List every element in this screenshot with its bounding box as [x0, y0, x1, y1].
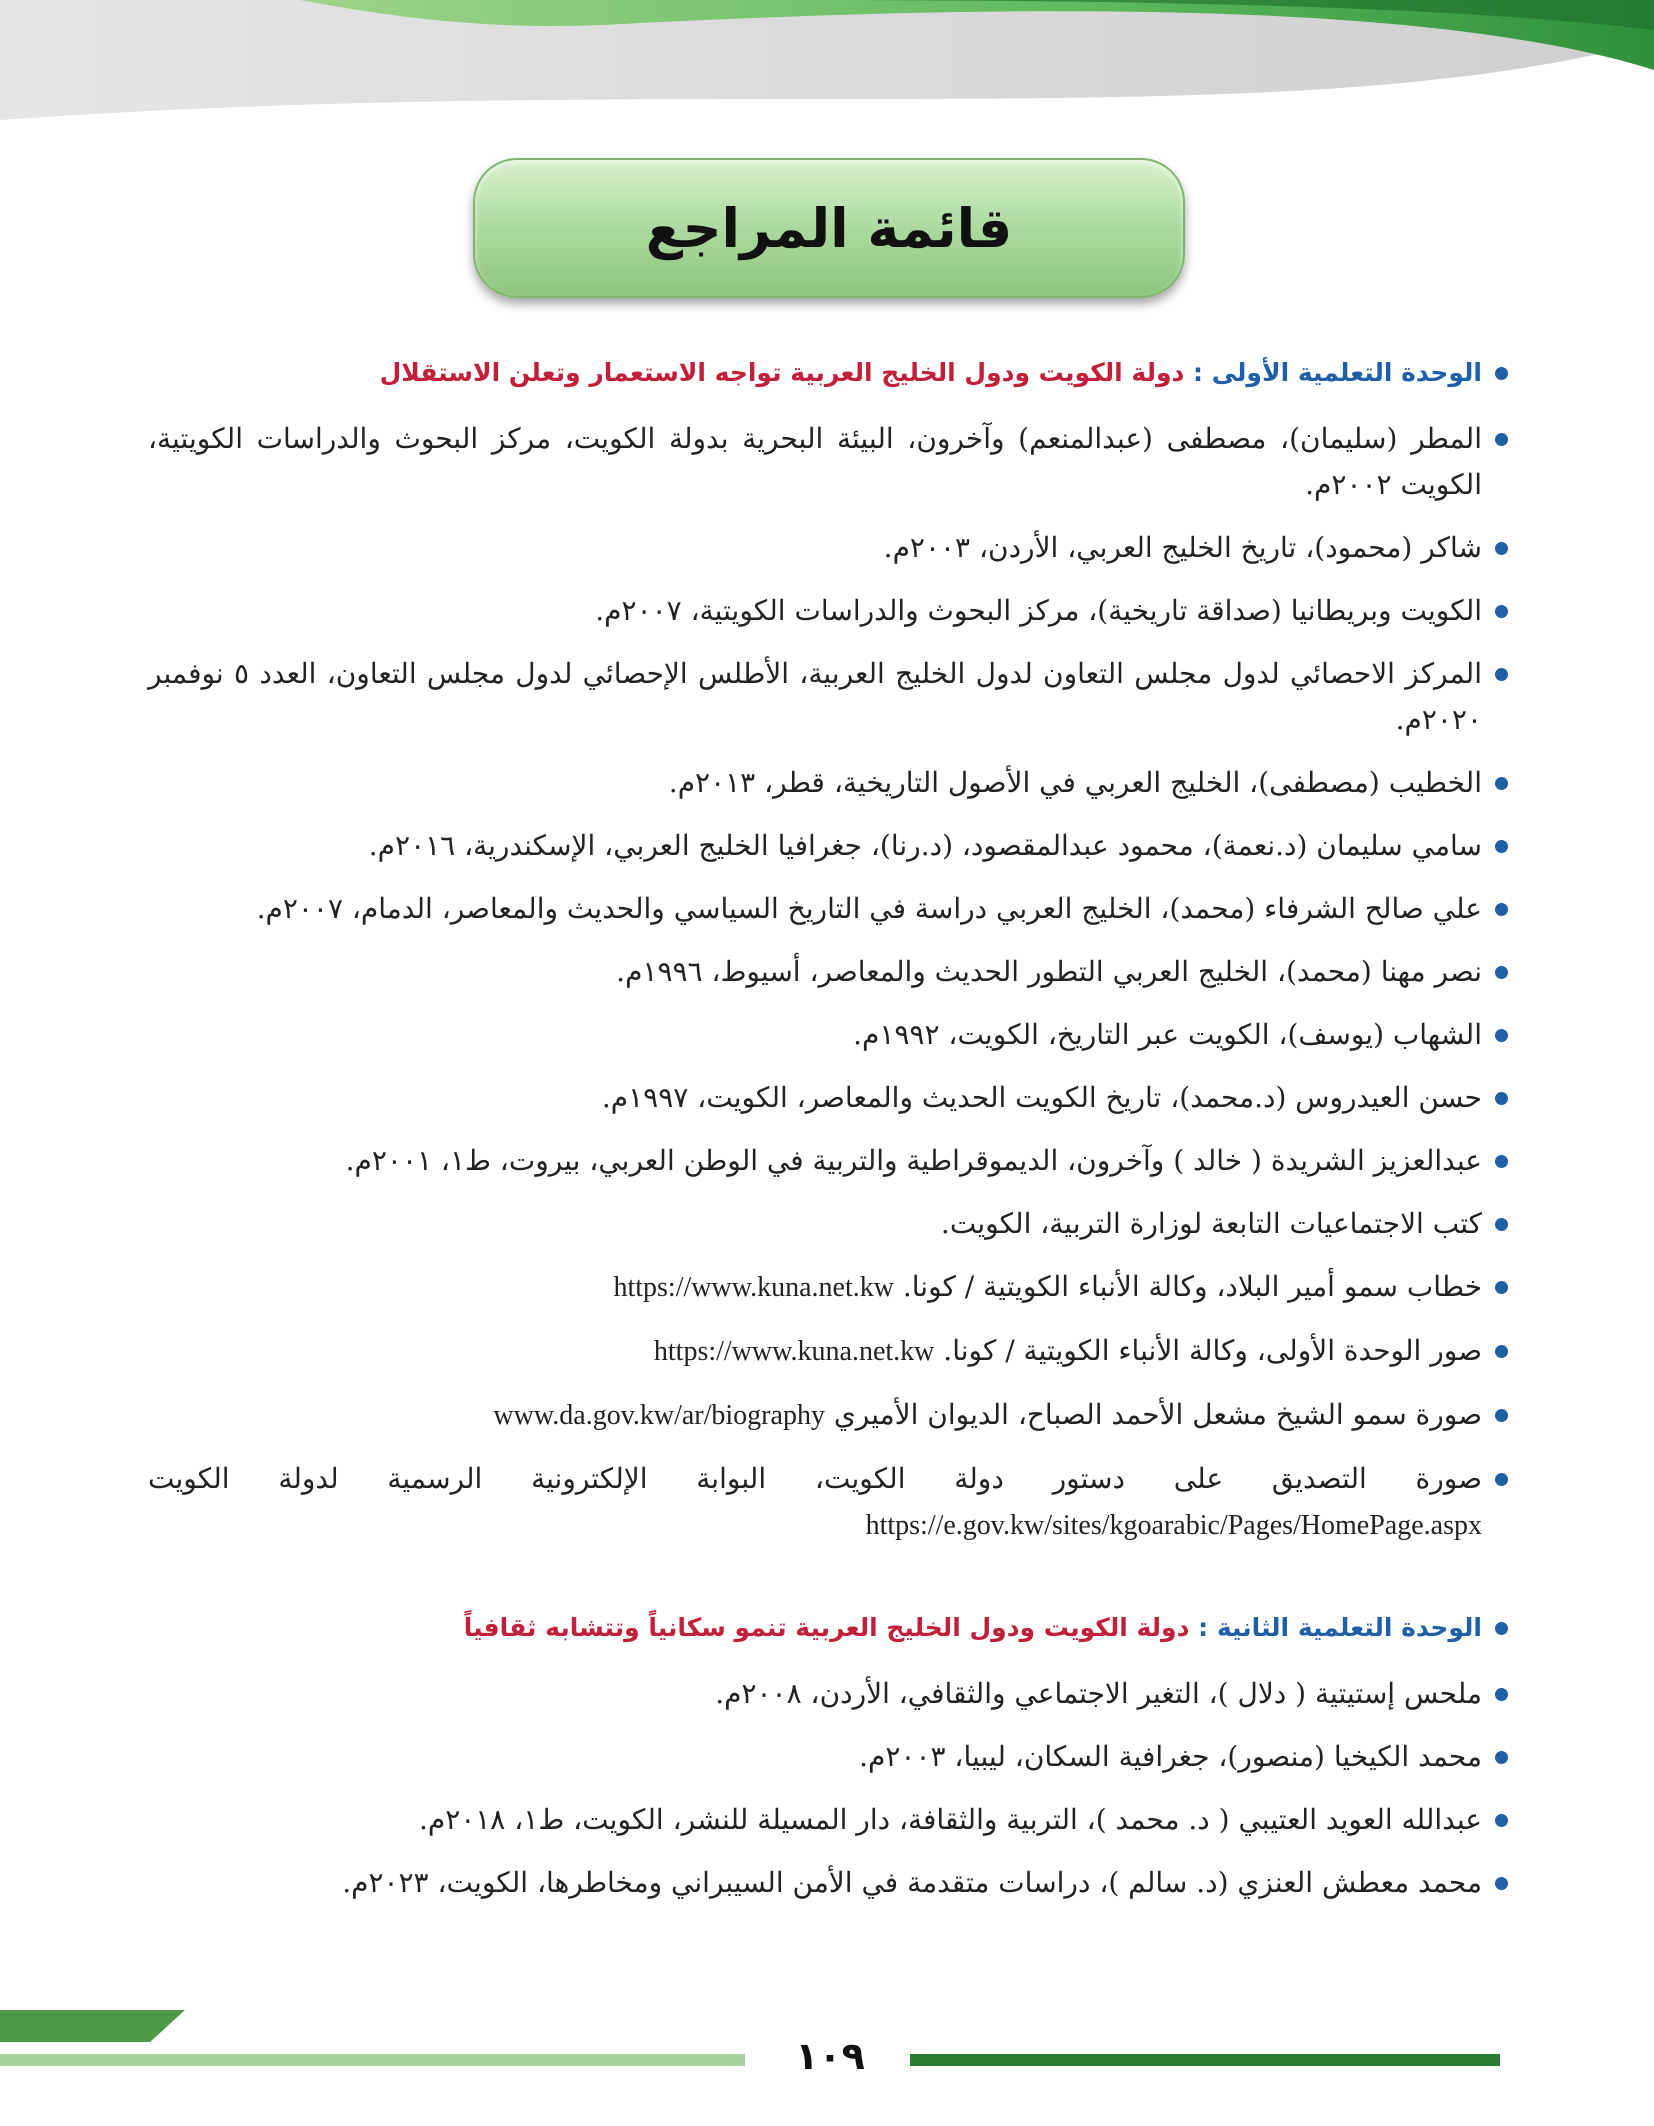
reference-item: محمد معطش العنزي (د. سالم )، دراسات متقدمة في الأمن السيبراني ومخاطرها، الكويت، ٢٠٢٣م.: [148, 1860, 1508, 1906]
reference-text: صور الوحدة الأولى، وكالة الأنباء الكويتية / كونا.: [943, 1334, 1482, 1367]
section-heading: الوحدة التعلمية الأولى : دولة الكويت ودول الخليج العربية تواجه الاستعمار وتعلن الاستقلال: [148, 350, 1508, 396]
header-wave-decoration: [0, 0, 1654, 140]
reference-text: صورة التصديق على دستور دولة الكويت، البوابة الإلكترونية الرسمية لدولة الكويت: [148, 1462, 1482, 1495]
reference-item: حسن العيدروس (د.محمد)، تاريخ الكويت الحديث والمعاصر، الكويت، ١٩٩٧م.: [148, 1075, 1508, 1121]
section-heading: الوحدة التعلمية الثانية : دولة الكويت ودول الخليج العربية تنمو سكانياً وتتشابه ثقافياً: [148, 1605, 1508, 1651]
web-reference-item: [148, 1456, 1508, 1549]
reference-item: عبدالله العويد العتيبي ( د. محمد )، التربية والثقافة، دار المسيلة للنشر، الكويت، ط١، ٢٠١٨م.: [148, 1797, 1508, 1843]
reference-item: الشهاب (يوسف)، الكويت عبر التاريخ، الكويت، ١٩٩٢م.: [148, 1012, 1508, 1058]
footer-left-line: [0, 2054, 745, 2066]
section-unit-2: [148, 1605, 1508, 1906]
page-number: ١٠٩: [795, 2034, 865, 2078]
reference-url[interactable]: https://www.kuna.net.kw: [653, 1336, 935, 1367]
reference-item: المطر (سليمان)، مصطفى (عبدالمنعم) وآخرون، البيئة البحرية بدولة الكويت، مركز البحوث والدراسات الكويتية، الكويت ٢٠٠٢م.: [148, 416, 1508, 508]
reference-item: كتب الاجتماعيات التابعة لوزارة التربية، الكويت.: [148, 1201, 1508, 1247]
reference-url[interactable]: https://www.kuna.net.kw: [613, 1272, 894, 1303]
reference-text: صورة سمو الشيخ مشعل الأحمد الصباح، الديوان الأميري: [833, 1398, 1482, 1431]
reference-url[interactable]: https://e.gov.kw/sites/kgoarabic/Pages/HomePage.aspx: [865, 1510, 1482, 1541]
reference-item: شاكر (محمود)، تاريخ الخليج العربي، الأردن، ٢٠٠٣م.: [148, 525, 1508, 571]
reference-item: علي صالح الشرفاء (محمد)، الخليج العربي دراسة في التاريخ السياسي والحديث والمعاصر، الدمام، ٢٠٠٧م.: [148, 886, 1508, 932]
reference-item: الكويت وبريطانيا (صداقة تاريخية)، مركز البحوث والدراسات الكويتية، ٢٠٠٧م.: [148, 588, 1508, 634]
reference-item: الخطيب (مصطفى)، الخليج العربي في الأصول التاريخية، قطر، ٢٠١٣م.: [148, 760, 1508, 806]
references-content: [148, 350, 1508, 1923]
page-title: قائمة المراجع: [645, 196, 1013, 260]
reference-text: خطاب سمو أمير البلاد، وكالة الأنباء الكويتية / كونا.: [902, 1270, 1482, 1303]
reference-item: ملحس إستيتية ( دلال )، التغير الاجتماعي والثقافي، الأردن، ٢٠٠٨م.: [148, 1671, 1508, 1717]
reference-item: نصر مهنا (محمد)، الخليج العربي التطور الحديث والمعاصر، أسيوط، ١٩٩٦م.: [148, 949, 1508, 995]
unit-label: الوحدة التعلمية الأولى: [1211, 358, 1482, 387]
footer-left-tab: [0, 2010, 185, 2042]
web-reference-item: [148, 1392, 1508, 1439]
reference-url[interactable]: www.da.gov.kw/ar/biography: [493, 1400, 825, 1431]
unit-title: دولة الكويت ودول الخليج العربية تواجه الاستعمار وتعلن الاستقلال: [379, 358, 1185, 387]
page-title-box: [473, 158, 1185, 298]
web-reference-item: [148, 1328, 1508, 1375]
web-reference-item: [148, 1264, 1508, 1311]
reference-item: محمد الكيخيا (منصور)، جغرافية السكان، ليبيا، ٢٠٠٣م.: [148, 1734, 1508, 1780]
reference-item: المركز الاحصائي لدول مجلس التعاون لدول الخليج العربية، الأطلس الإحصائي لدول مجلس التعاون، العدد ٥ نوفمبر ٢٠٢٠م.: [148, 651, 1508, 743]
unit-title: دولة الكويت ودول الخليج العربية تنمو سكانياً وتتشابه ثقافياً: [463, 1613, 1190, 1642]
unit-label: الوحدة التعلمية الثانية: [1216, 1613, 1482, 1642]
footer-right-line: [910, 2054, 1500, 2066]
reference-item: عبدالعزيز الشريدة ( خالد ) وآخرون، الديموقراطية والتربية في الوطن العربي، بيروت، ط١، ٢٠٠١م.: [148, 1138, 1508, 1184]
reference-item: سامي سليمان (د.نعمة)، محمود عبدالمقصود، (د.رنا)، جغرافيا الخليج العربي، الإسكندرية، ٢٠١٦م.: [148, 823, 1508, 869]
section-unit-1: [148, 350, 1508, 1549]
